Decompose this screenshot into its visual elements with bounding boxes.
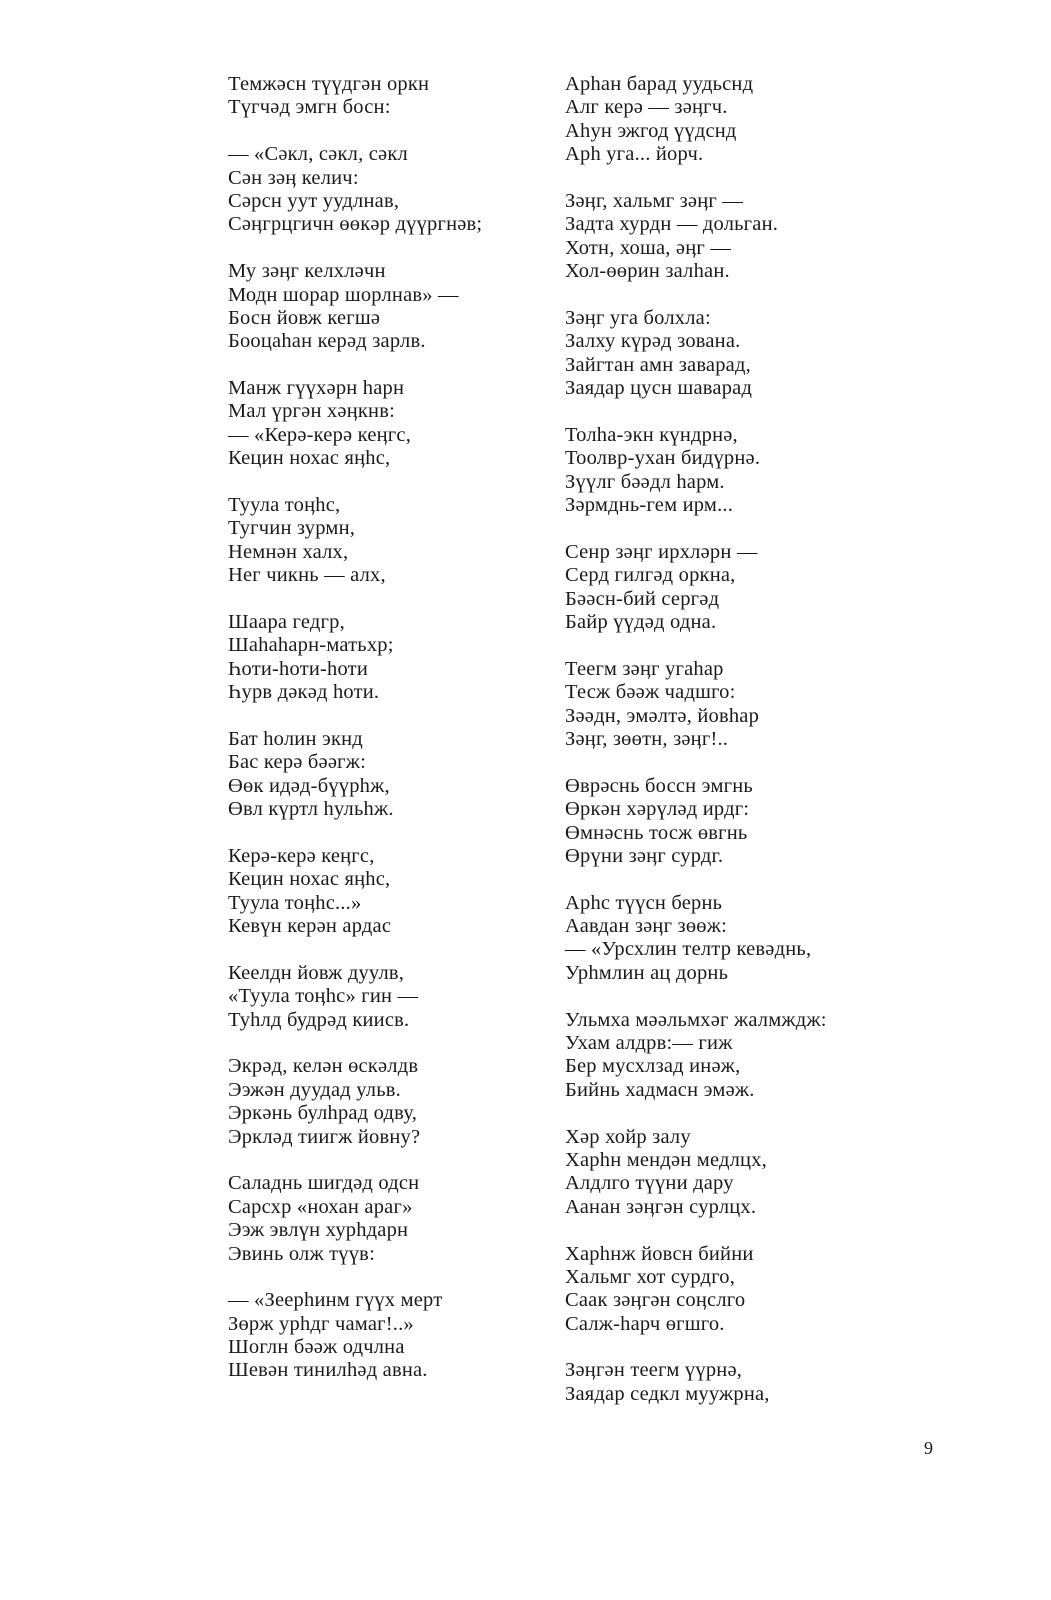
poem-line: Задта хурдн — дольган. bbox=[565, 213, 779, 236]
poem-line: Шоглн бәәж одчлна bbox=[228, 1336, 405, 1359]
poem-line: Модн шорар шорлнав» — bbox=[228, 283, 459, 306]
poem-line: Ээжән дуудад ульв. bbox=[228, 1078, 401, 1101]
poem-line: Эвинь олж түүв: bbox=[228, 1242, 375, 1265]
page-number: 9 bbox=[924, 1438, 933, 1458]
stanza bbox=[565, 190, 1005, 284]
stanza bbox=[565, 892, 1005, 986]
poem-line: Бат һолин экнд bbox=[228, 727, 363, 750]
stanza bbox=[228, 494, 558, 588]
poem-line: Керә-керә кеӊгс, bbox=[228, 844, 375, 867]
poem-line: Алдлго түүни дару bbox=[565, 1172, 734, 1195]
stanza bbox=[228, 143, 558, 237]
poem-line: Мал үргән хәӊкнв: bbox=[228, 400, 395, 423]
poem-line: Тоолвр-ухан бидүрнә. bbox=[565, 447, 761, 470]
stanza bbox=[228, 611, 558, 705]
stanza bbox=[565, 1243, 1005, 1337]
poem-line: Алг керә — зәӊгч. bbox=[565, 96, 728, 119]
poem-line: Аанан зәӊгән сурлцх. bbox=[565, 1195, 757, 1218]
poem-line: Зәӊгән теегм үүрнә, bbox=[565, 1359, 743, 1382]
poem-line: Өмнәснь тосж өвгнь bbox=[565, 821, 748, 844]
poem-line: Кеелдн йовж дуулв, bbox=[228, 961, 405, 984]
poem-line: Хотн, хоша, әӊг — bbox=[565, 236, 732, 259]
poem-line: Толһа-экн күндрнә, bbox=[565, 423, 738, 446]
poem-line: Тугчин зурмн, bbox=[228, 517, 356, 540]
poem-line: Өрүни зәӊг сурдг. bbox=[565, 844, 724, 867]
poem-line: Туһлд будрәд киисв. bbox=[228, 1008, 410, 1031]
stanza bbox=[228, 728, 558, 822]
poem-line: Һурв дәкәд һоти. bbox=[228, 681, 380, 704]
poem-line: Зөрж урһдг чамаг!..» bbox=[228, 1312, 414, 1335]
poem-line: Өөк идәд-бүүрһж, bbox=[228, 774, 390, 797]
poem-line: Бас керә бәәгж: bbox=[228, 751, 367, 774]
poem-line: Зәӊг, хальмг зәӊг — bbox=[565, 189, 744, 212]
stanza bbox=[565, 1009, 1005, 1103]
stanza bbox=[228, 260, 558, 354]
stanza bbox=[228, 962, 558, 1032]
poem-line: Арһ уга... йорч. bbox=[565, 143, 704, 166]
poem-line: Залху күрәд зована. bbox=[565, 330, 741, 353]
poem-line: Бооцаһан керәд зарлв. bbox=[228, 330, 426, 353]
poem-line: Бер мусхлзад инәж, bbox=[565, 1055, 741, 1078]
poem-line: Арһс түүсн бернь bbox=[565, 891, 723, 914]
poem-line: Серд гилгәд оркна, bbox=[565, 564, 736, 587]
stanza bbox=[565, 424, 1005, 518]
poem-line: Аһун эжгод үүдснд bbox=[565, 119, 737, 142]
stanza bbox=[228, 73, 558, 120]
poem-right-column bbox=[565, 73, 1005, 1430]
poem-line: Харһн мендән медлцх, bbox=[565, 1148, 767, 1171]
poem-line: Сән зәӊ келич: bbox=[228, 166, 359, 189]
poem-line: Харһнж йовсн бийни bbox=[565, 1242, 754, 1265]
poem-line: Сәӊгрцгичн өөкәр дүүргнәв; bbox=[228, 213, 483, 236]
stanza bbox=[565, 1126, 1005, 1220]
poem-line: Тесж бәәж чадшго: bbox=[565, 681, 736, 704]
poem-line: Кецин нохас яӊһс, bbox=[228, 447, 391, 470]
poem-line: Шаара гедгр, bbox=[228, 610, 345, 633]
poem-line: — «Керә-керә кеӊгс, bbox=[228, 423, 412, 446]
stanza bbox=[565, 541, 1005, 635]
poem-line: Саак зәӊгән соӊслго bbox=[565, 1289, 746, 1312]
poem-line: Өркән хәрүләд ирдг: bbox=[565, 798, 750, 821]
poem-line: Бийнь хадмасн эмәж. bbox=[565, 1078, 755, 1101]
poem-line: — «Зеерһинм гүүх мерт bbox=[228, 1289, 443, 1312]
poem-line: Һоти-һоти-һоти bbox=[228, 657, 369, 680]
poem-line: Саладнь шигдәд одсн bbox=[228, 1172, 420, 1195]
poem-line: Ухам алдрв:— гиж bbox=[565, 1032, 733, 1055]
stanza bbox=[228, 845, 558, 939]
poem-line: Сәрсн уут уудлнав, bbox=[228, 189, 400, 212]
poem-line: Кецин нохас яӊһс, bbox=[228, 868, 391, 891]
poem-line: Шевән тинилһәд авна. bbox=[228, 1359, 428, 1382]
poem-line: Босн йовж кегшә bbox=[228, 306, 381, 329]
poem-line: Ульмха мәәльмхәг жалмждж: bbox=[565, 1008, 827, 1031]
poem-line: «Туула тоӊһс» гин — bbox=[228, 985, 419, 1008]
poem-line: Хәр хойр залу bbox=[565, 1125, 691, 1148]
poem-line: Зайгтан амн заварад, bbox=[565, 353, 751, 376]
poem-line: Хальмг хот сурдго, bbox=[565, 1265, 736, 1288]
poem-line: Манж гүүхәрн һарн bbox=[228, 377, 405, 400]
stanza bbox=[228, 377, 558, 471]
stanza bbox=[565, 775, 1005, 869]
poem-line: Эркәнь булһрад одву, bbox=[228, 1102, 418, 1125]
poem-line: Темжәсн түүдгән оркн bbox=[228, 73, 430, 95]
poem-line: Аавдан зәӊг зөөж: bbox=[565, 915, 727, 938]
poem-line: Ээж эвлүн хурһдарн bbox=[228, 1219, 409, 1242]
stanza bbox=[565, 1359, 1005, 1406]
poem-line: Арһан барад уудьснд bbox=[565, 73, 754, 95]
poem-line: Урһмлин ац дорнь bbox=[565, 961, 729, 984]
poem-line: Заядар цусн шаварад bbox=[565, 377, 753, 400]
poem-line: Зәӊг уга болхла: bbox=[565, 306, 711, 329]
poem-line: — «Урсхлин телтр кевәднь, bbox=[565, 938, 812, 961]
poem-line: Экрәд, келән өскәлдв bbox=[228, 1055, 419, 1078]
poem-line: Түгчәд эмгн босн: bbox=[228, 96, 391, 119]
poem-line: Кевүн керән ардас bbox=[228, 915, 392, 938]
poem-line: Байр үүдәд одна. bbox=[565, 610, 717, 633]
poem-line: Хол-өөрин залһан. bbox=[565, 260, 730, 283]
poem-line: Салж-һарч өгшго. bbox=[565, 1312, 725, 1335]
poem-line: Зәӊг, зөөтн, зәӊг!.. bbox=[565, 727, 729, 750]
poem-line: Туула тоӊһс...» bbox=[228, 891, 362, 914]
poem-line: Сарсхр «нохан араг» bbox=[228, 1195, 413, 1218]
poem-line: Зәәдн, эмәлтә, йовһар bbox=[565, 704, 760, 727]
poem-line: Зәрмднь-гем ирм... bbox=[565, 494, 734, 517]
poem-line: Өврәснь боссн эмгнь bbox=[565, 774, 753, 797]
poem-line: Шаһаһарн-матьхр; bbox=[228, 634, 394, 657]
stanza bbox=[565, 658, 1005, 752]
poem-line: Туула тоӊһс, bbox=[228, 494, 341, 517]
stanza bbox=[228, 1172, 558, 1266]
poem-line: Заядар седкл муужрна, bbox=[565, 1382, 770, 1405]
poem-line: Бәәсн-бий сергәд bbox=[565, 587, 720, 610]
stanza bbox=[565, 307, 1005, 401]
stanza bbox=[565, 73, 1005, 167]
poem-line: Му зәӊг келхләчн bbox=[228, 260, 386, 283]
poem-line: Өвл күртл һульһж. bbox=[228, 798, 394, 821]
poem-line: Немнән халх, bbox=[228, 540, 349, 563]
poem-left-column bbox=[228, 73, 558, 1406]
poem-line: — «Сәкл, сәкл, сәкл bbox=[228, 143, 408, 166]
poem-line: Нег чикнь — алх, bbox=[228, 564, 386, 587]
poem-line: Теегм зәӊг угаһар bbox=[565, 657, 724, 680]
stanza bbox=[228, 1055, 558, 1149]
stanza bbox=[228, 1289, 558, 1383]
poem-line: Зүүлг бәәдл һарм. bbox=[565, 470, 725, 493]
poem-line: Эркләд тиигж йовну? bbox=[228, 1125, 421, 1148]
poem-line: Сенр зәӊг ирхләрн — bbox=[565, 540, 758, 563]
